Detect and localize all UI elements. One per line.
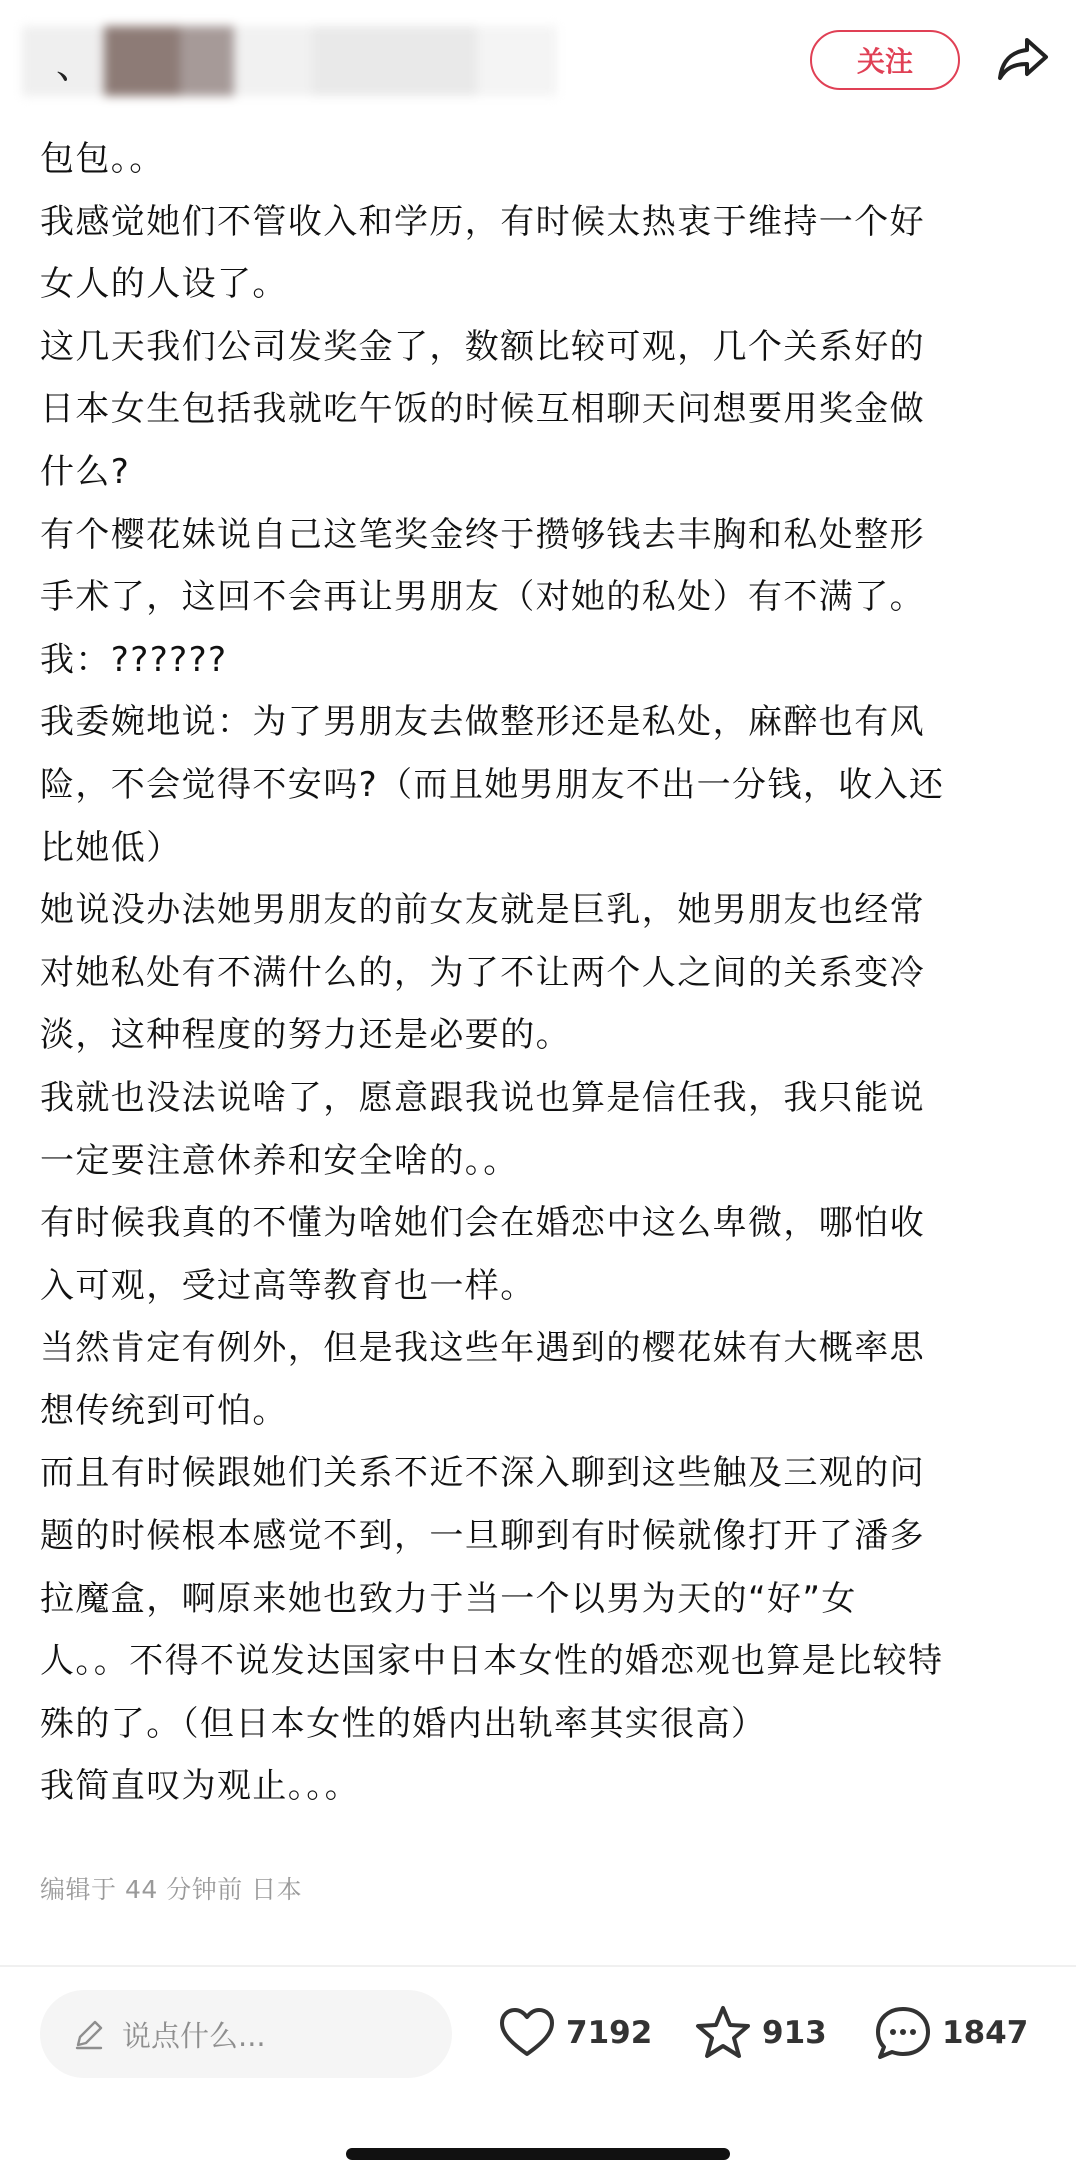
author-mark: 、 xyxy=(56,43,95,87)
post-header xyxy=(0,0,1076,120)
post-line: 手术了，这回不会再让男朋友（对她的私处）有不满了。 xyxy=(40,577,925,618)
collect-count: 913 xyxy=(762,2015,827,2051)
post-line: 对她私处有不满什么的，为了不让两个人之间的关系变冷 xyxy=(40,952,925,993)
post-line: 我简直叹为观止。。。 xyxy=(40,1766,360,1807)
edit-meta: 编辑于 44 分钟前 日本 xyxy=(40,1875,303,1904)
author-name-blurred[interactable] xyxy=(22,16,562,108)
post-line: 什么? xyxy=(40,451,131,492)
comment-bubble-icon xyxy=(872,2002,934,2064)
post-line: 想传统到可怕。 xyxy=(40,1390,288,1431)
post-line: 她说没办法她男朋友的前女友就是巨乳，她男朋友也经常 xyxy=(40,890,925,931)
heart-icon xyxy=(496,2002,558,2064)
home-indicator[interactable] xyxy=(346,2148,730,2160)
post-line: 比她低） xyxy=(40,827,182,868)
post-body xyxy=(40,128,1040,1818)
post-line: 人。。不得不说发达国家中日本女性的婚恋观也算是比较特 xyxy=(40,1641,944,1682)
post-line: 淡，这种程度的努力还是必要的。 xyxy=(40,1015,571,1056)
comment-placeholder: 说点什么... xyxy=(122,2018,266,2053)
post-line: 殊的了。（但日本女性的婚内出轨率其实很高） xyxy=(40,1703,767,1744)
follow-button[interactable]: 关注 xyxy=(810,30,960,90)
post-line: 题的时候根本感觉不到，一旦聊到有时候就像打开了潘多 xyxy=(40,1516,925,1557)
post-line: 包包。。 xyxy=(40,139,165,179)
post-line: 我感觉她们不管收入和学历，有时候太热衷于维持一个好 xyxy=(40,201,925,242)
post-line: 我就也没法说啥了，愿意跟我说也算是信任我，我只能说 xyxy=(40,1077,925,1118)
post-line: 我委婉地说：为了男朋友去做整形还是私处，麻醉也有风 xyxy=(40,702,925,743)
post-line: 有个樱花妹说自己这笔奖金终于攒够钱去丰胸和私处整形 xyxy=(40,514,925,555)
collect-button[interactable] xyxy=(692,1998,827,2068)
post-line: 入可观，受过高等教育也一样。 xyxy=(40,1265,536,1306)
post-line: 有时候我真的不懂为啥她们会在婚恋中这么卑微，哪怕收 xyxy=(40,1203,925,1244)
divider xyxy=(0,1965,1076,1967)
pencil-icon xyxy=(72,2017,106,2051)
post-line: 当然肯定有例外，但是我这些年遇到的樱花妹有大概率思 xyxy=(40,1328,925,1369)
comment-button[interactable] xyxy=(872,1998,1028,2068)
like-button[interactable] xyxy=(496,1998,652,2068)
star-icon xyxy=(692,2002,754,2064)
post-line: 这几天我们公司发奖金了，数额比较可观，几个关系好的 xyxy=(40,326,925,367)
post-line: 日本女生包括我就吃午饭的时候互相聊天问想要用奖金做 xyxy=(40,389,925,430)
post-line: 险，不会觉得不安吗?（而且她男朋友不出一分钱，收入还 xyxy=(40,764,945,805)
post-line: 女人的人设了。 xyxy=(40,264,288,305)
share-icon[interactable] xyxy=(994,30,1052,88)
post-line: 拉魔盒，啊原来她也致力于当一个以男为天的“好”女 xyxy=(40,1578,857,1619)
post-line: 而且有时候跟她们关系不近不深入聊到这些触及三观的问 xyxy=(40,1453,925,1494)
comment-input[interactable] xyxy=(40,1990,452,2078)
like-count: 7192 xyxy=(566,2015,653,2051)
comment-count: 1847 xyxy=(942,2015,1029,2051)
post-line: 一定要注意休养和安全啥的。。 xyxy=(40,1140,519,1181)
post-line: 我：?????? xyxy=(40,639,228,680)
